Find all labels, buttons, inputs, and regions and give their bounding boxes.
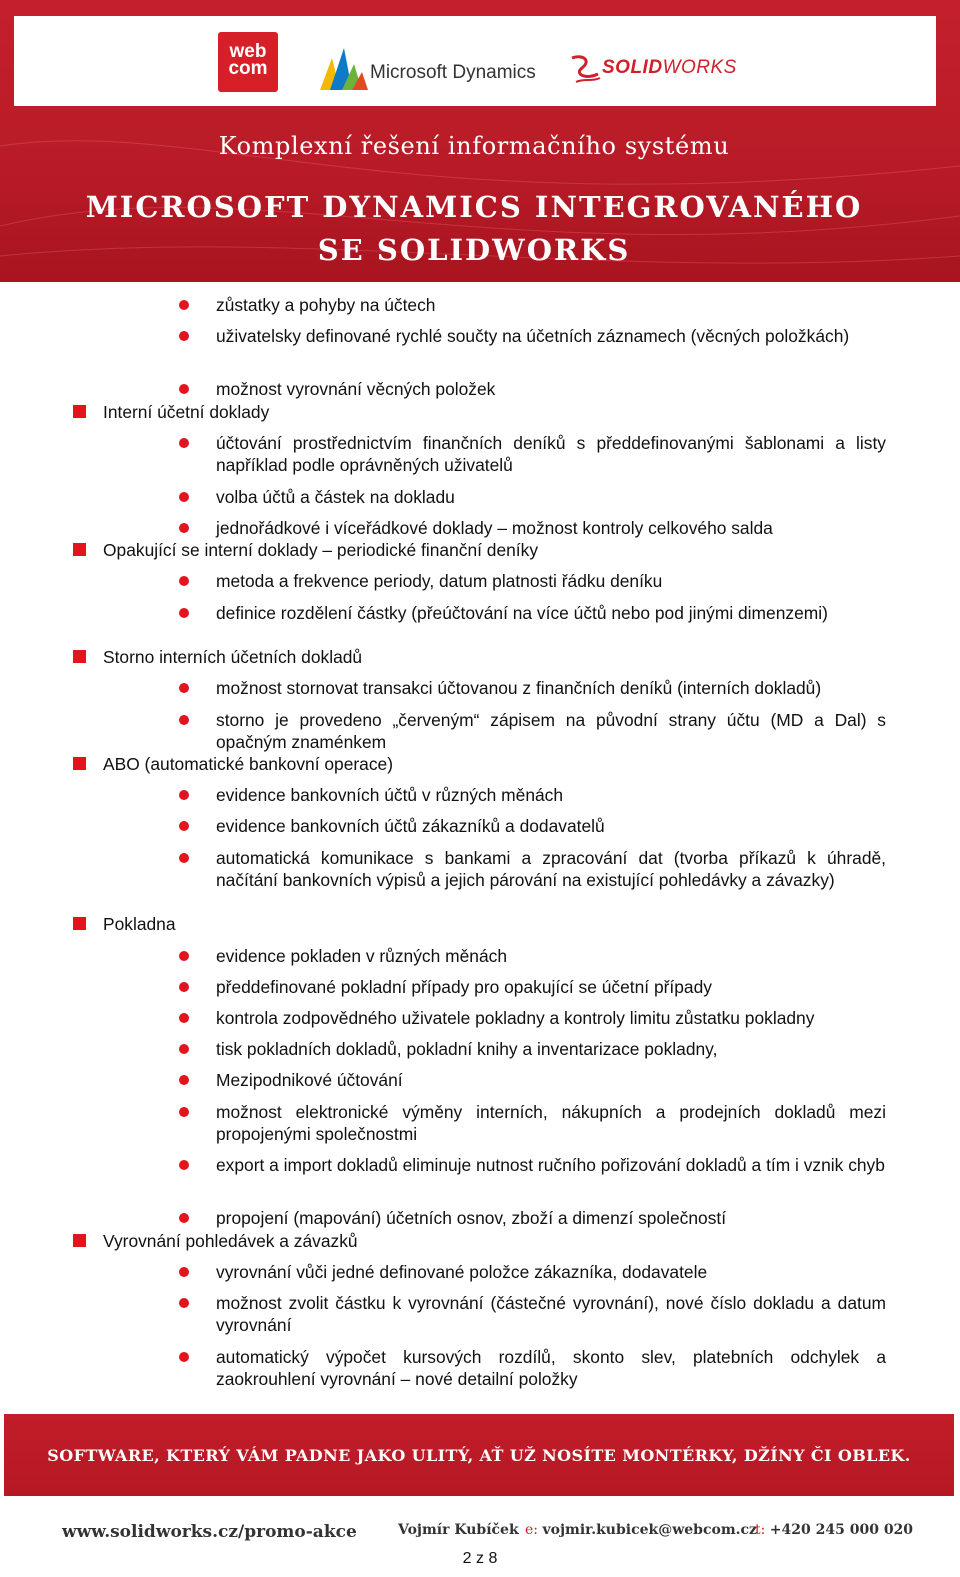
list-item: předdefinované pokladní případy pro opakující se účetní případy <box>216 977 712 997</box>
footer-banner <box>4 1414 954 1496</box>
header-title-line2: SE SOLIDWORKS <box>317 233 631 267</box>
list-item: možnost elektronické výměny interních, nákupních a prodejních dokladů mezi propojenými společnostmi <box>216 1102 886 1144</box>
ds-icon <box>568 52 602 84</box>
section-heading: Opakující se interní doklady – periodické finanční deníky <box>103 540 539 560</box>
email-value[interactable]: vojmir.kubicek@webcom.cz <box>542 1522 757 1538</box>
webcom-logo: web com <box>218 32 278 92</box>
section-heading: Interní účetní doklady <box>103 402 270 422</box>
list-item: evidence bankovních účtů v různých měnách <box>216 785 564 805</box>
list-item: vyrovnání vůči jedné definované položce zákazníka, dodavatele <box>216 1262 708 1282</box>
list-item: možnost stornovat transakci účtovanou z finančních deníků (interních dokladů) <box>216 678 822 698</box>
list-item: zůstatky a pohyby na účtech <box>216 295 436 315</box>
list-item: automatická komunikace s bankami a zpracování dat (tvorba příkazů k úhradě, načítání bankovních výpisů a jejich párování na existující pohledávky a závazky) <box>216 848 886 890</box>
microsoft-dynamics-logo: Microsoft Dynamics <box>318 40 536 90</box>
header-subtitle: Komplexní řešení informačního systému <box>218 132 730 160</box>
list-item: propojení (mapování) účetních osnov, zboží a dimenzí společností <box>216 1208 727 1228</box>
list-item: definice rozdělení částky (přeúčtování na více účtů nebo pod jinými dimenzemi) <box>216 602 886 624</box>
list-item: export a import dokladů eliminuje nutnost ručního pořizování dokladů a tím i vznik chyb <box>216 1155 885 1175</box>
list-item: účtování prostřednictvím finančních deníků s předdefinovanými šablonami a listy například podle oprávněných uživatelů <box>216 433 886 475</box>
section-heading: Pokladna <box>103 914 176 934</box>
phone-value: +420 245 000 020 <box>769 1522 914 1538</box>
list-item: tisk pokladních dokladů, pokladní knihy a inventarizace pokladny, <box>216 1039 718 1059</box>
list-item: evidence bankovních účtů zákazníků a dodavatelů <box>216 816 605 836</box>
section-heading: Vyrovnání pohledávek a závazků <box>103 1231 358 1251</box>
header-banner <box>0 0 960 282</box>
solidworks-logo-bold: SOLID <box>602 57 663 78</box>
footer-website[interactable]: www.solidworks.cz/promo-akce <box>62 1522 357 1542</box>
list-item: metoda a frekvence periody, datum platnosti řádku deníku <box>216 571 663 591</box>
footer-email[interactable] <box>525 1522 757 1538</box>
section-heading: ABO (automatické bankovní operace) <box>103 754 393 774</box>
list-item: jednořádkové i víceřádkové doklady – možnost kontroly celkového salda <box>216 518 773 538</box>
section-heading: Storno interních účetních dokladů <box>103 647 363 667</box>
microsoft-dynamics-icon <box>318 46 368 90</box>
phone-label: t: <box>755 1522 766 1538</box>
list-item: storno je provedeno „červeným“ zápisem na původní strany účtu (MD a Dal) s opačným znaménkem <box>216 710 886 752</box>
list-item: Mezipodnikové účtování <box>216 1070 403 1090</box>
list-item: možnost zvolit částku k vyrovnání (částečné vyrovnání), nové číslo dokladu a datum vyrovnání <box>216 1293 886 1335</box>
header-title-line1: MICROSOFT DYNAMICS INTEGROVANÉHO <box>85 190 863 224</box>
list-item: uživatelsky definované rychlé součty na účetních záznamech (věcných položkách) <box>216 325 886 347</box>
list-item: volba účtů a částek na dokladu <box>216 487 455 507</box>
footer-person: Vojmír Kubíček <box>398 1522 519 1538</box>
list-item: kontrola zodpovědného uživatele pokladny a kontroly limitu zůstatku pokladny <box>216 1008 815 1028</box>
footer-phone <box>755 1522 913 1538</box>
list-item: evidence pokladen v různých měnách <box>216 946 507 966</box>
list-item: možnost vyrovnání věcných položek <box>216 379 496 399</box>
email-label: e: <box>525 1522 539 1538</box>
page-number: 2 z 8 <box>462 1550 498 1567</box>
list-item: automatický výpočet kursových rozdílů, skonto slev, platebních odchylek a zaokrouhlení vyrovnání – nové detailní položky <box>216 1347 886 1389</box>
solidworks-logo <box>568 52 737 84</box>
footer-slogan: SOFTWARE, KTERÝ VÁM PADNE JAKO ULITÝ, AŤ UŽ NOSÍTE MONTÉRKY, DŽÍNY ČI OBLEK. <box>47 1446 911 1465</box>
solidworks-logo-rest: WORKS <box>662 57 737 78</box>
